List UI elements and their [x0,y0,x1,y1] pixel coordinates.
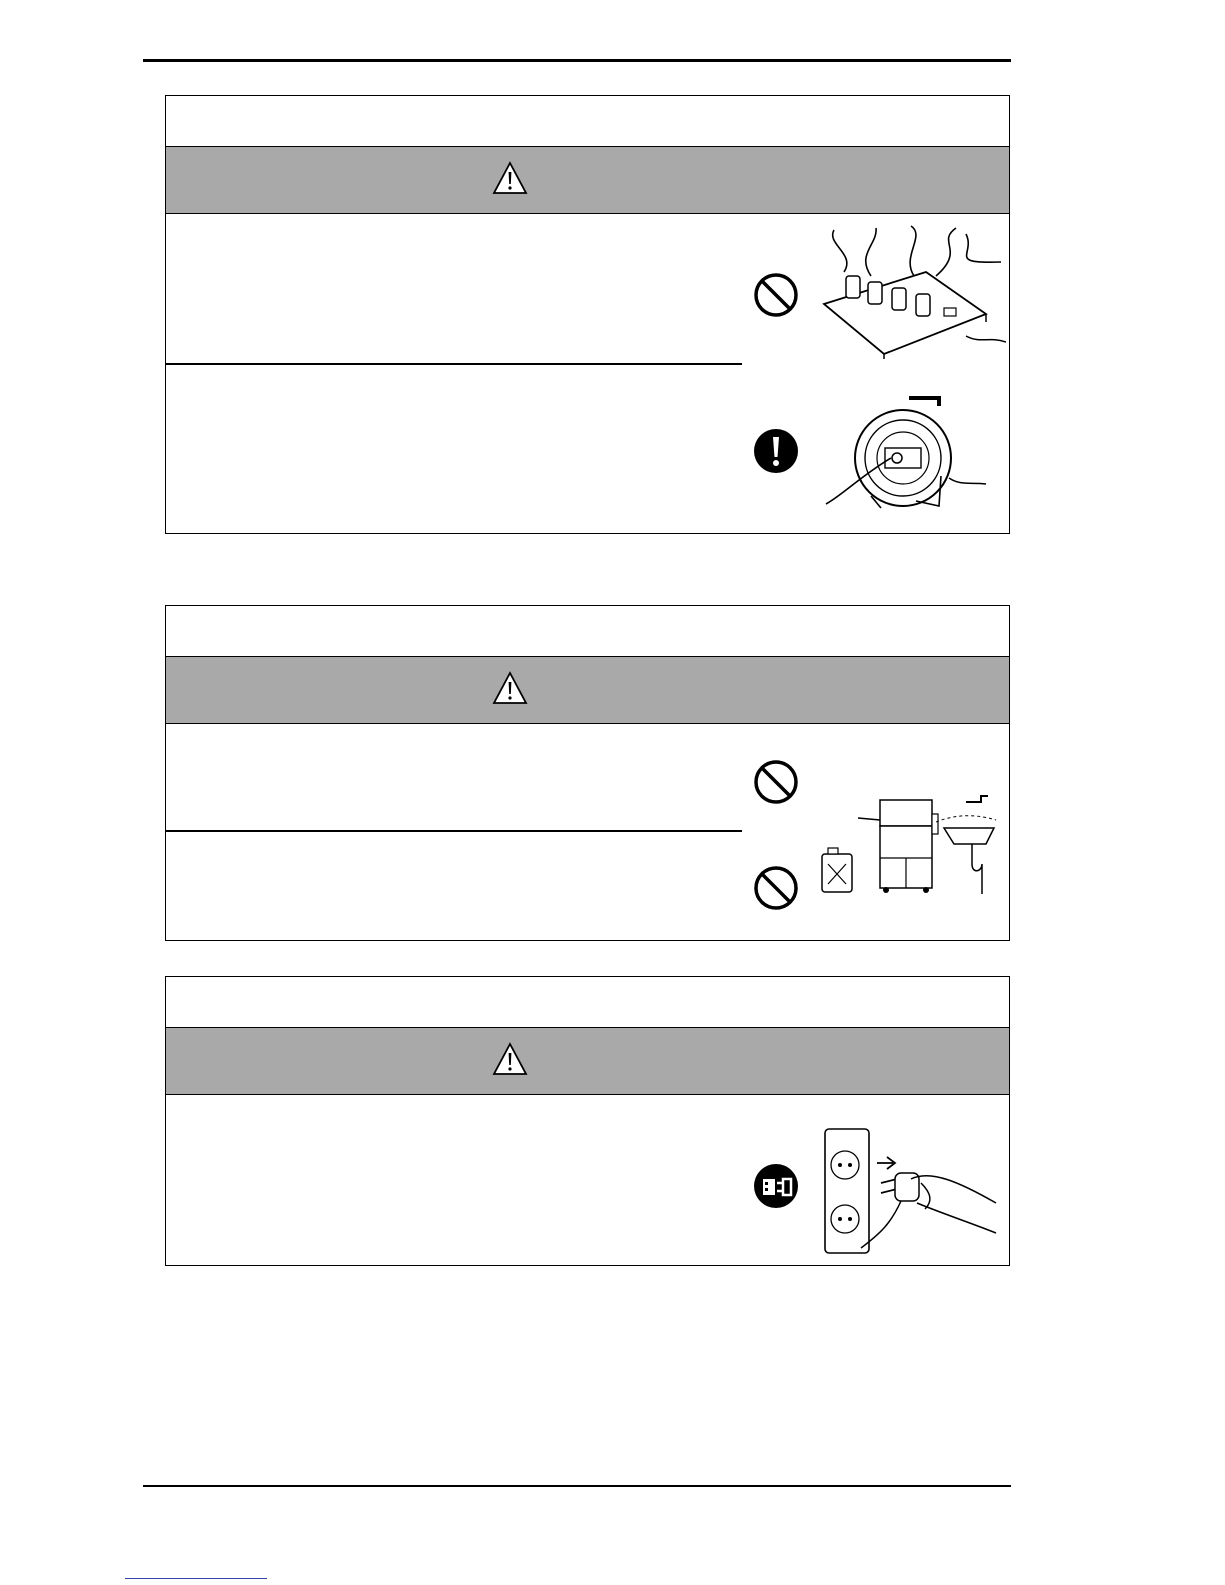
prohibition-icon [753,865,799,911]
box-header [166,96,1009,147]
warning-band [166,1028,1009,1095]
box-header [166,977,1009,1028]
warning-triangle-icon [492,671,528,705]
safety-box-1 [165,95,1010,534]
safety-box-3 [165,976,1010,1266]
mandatory-action-icon [753,428,799,474]
power-strip-illustration [816,224,1006,359]
prohibition-icon [753,272,799,318]
row-divider [166,363,742,365]
box-body [166,724,1009,940]
row-divider [166,830,742,832]
cable-reel-illustration [821,386,1006,521]
box-header [166,606,1009,657]
box-body [166,1095,1009,1265]
prohibition-icon [753,759,799,805]
box-body [166,214,1009,533]
header-rule [143,59,1011,62]
warning-band [166,147,1009,214]
copier-with-water-and-fuel-illustration [816,784,1006,924]
warning-triangle-icon [492,1042,528,1076]
unplug-from-outlet-illustration [821,1123,1001,1258]
footer-rule [143,1485,1011,1487]
footer-link-underline[interactable] [125,1578,267,1579]
warning-triangle-icon [492,161,528,195]
safety-box-2 [165,605,1010,941]
unplug-icon [753,1163,799,1209]
warning-band [166,657,1009,724]
